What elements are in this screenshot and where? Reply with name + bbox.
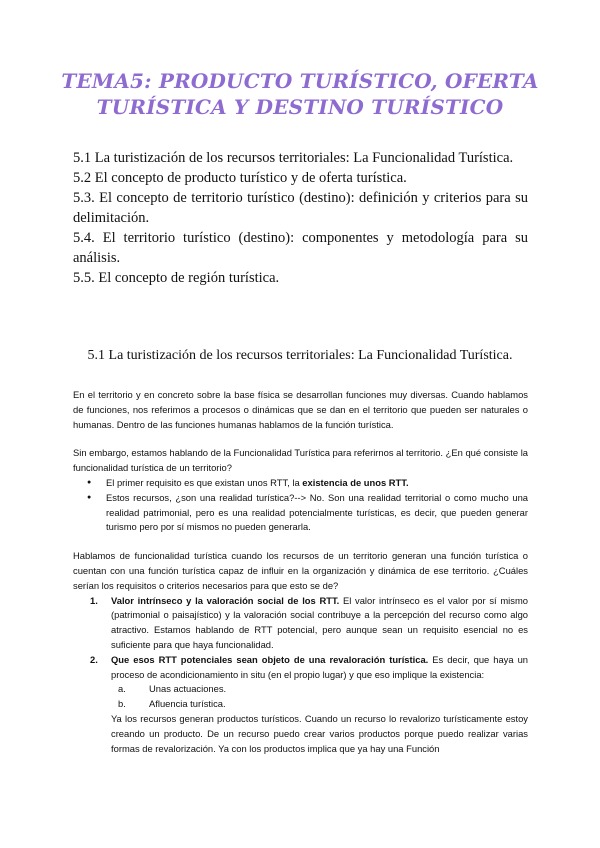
sub-list-letter: a. [118, 683, 126, 695]
list-number: 1. [90, 594, 98, 606]
list-item-text: El valor intrínseco es el valor por sí mismo (patrimonial o paisajístico) y la valoración social contribuye a la percepción del recurso como algo atractivo. Estamos hablando de RTT potencial, pero aunque sean un requisito esencial no es suficiente para que haya funcionalidad. [111, 594, 528, 650]
body-text [73, 388, 528, 756]
toc-item: 5.4. El territorio turístico (destino): componentes y metodología para su análisis. [73, 230, 528, 266]
list-item [73, 594, 528, 653]
list-number: 2. [90, 653, 98, 665]
toc-item: 5.1 La turistización de los recursos territoriales: La Funcionalidad Turística. [73, 150, 514, 166]
sub-list-item [111, 682, 528, 697]
sub-list-item [111, 697, 528, 712]
sub-list-text: Unas actuaciones. [149, 683, 227, 695]
bullet-bold-text: existencia de unos RTT. [302, 476, 409, 488]
sub-list-text: Afluencia turística. [149, 698, 226, 710]
numbered-list [73, 594, 528, 712]
table-of-contents [73, 148, 528, 288]
section-heading: 5.1 La turistización de los recursos territoriales: La Funcionalidad Turística. [87, 348, 513, 363]
list-item-text: Es decir, que haya un proceso de acondicionamiento in situ (en el propio lugar) y que eso implique la existencia: [111, 653, 528, 680]
list-item-bold: Valor intrínseco y la valoración social de los RTT. [111, 594, 340, 606]
bullet-text: El primer requisito es que existan unos RTT, la [106, 476, 303, 488]
paragraph: Hablamos de funcionalidad turística cuando los recursos de un territorio generan una función turística o cuentan con una función turística capaz de influir en la organización y dinámica de ese territorio. ¿Cuáles serían los requisitos o criterios necesarios para que esto se de? [73, 550, 528, 591]
list-item: ● Estos recursos, ¿son una realidad turística?--> No. Son una realidad territorial o como mucho una realidad patrimonial, pero es una realidad potencialmente turísticas, es decir, que pueden generar turismo pero por sí mismos no pueden generarla. [73, 491, 528, 535]
toc-item: 5.2 El concepto de producto turístico y de oferta turística. [73, 170, 407, 186]
sub-list [111, 682, 528, 712]
toc-item: 5.5. El concepto de región turística. [73, 270, 280, 286]
paragraph: Sin embargo, estamos hablando de la Funcionalidad Turística para referirnos al territorio. ¿En qué consiste la funcionalidad turística de un territorio? [73, 447, 528, 474]
paragraph: Ya los recursos generan productos turísticos. Cuando un recurso lo revalorizo turísticamente estoy creando un producto. De un recurso puedo crear varios productos porque puedo realizar varias formas de revalorización. Ya con los productos implica que ya hay una Función [111, 712, 528, 754]
list-item [73, 476, 528, 491]
list-item-bold: Que esos RTT potenciales sean objeto de una revaloración turística. [111, 653, 429, 665]
toc-item: 5.3. El concepto de territorio turístico (destino): definición y criterios para su delimitación. [73, 190, 528, 226]
bullet-list [73, 476, 528, 535]
sub-list-letter: b. [118, 698, 126, 710]
paragraph: En el territorio y en concreto sobre la base física se desarrollan funciones muy diversas. Cuando hablamos de funciones, nos referimos a procesos o dinámicas que se dan en el territorio que pueden ser naturales o humanas. Dentro de las funciones humanas hablamos de la función turística. [73, 389, 528, 430]
page-title: TEMA5: PRODUCTO TURÍSTICO, OFERTA TURÍSTICA Y DESTINO TURÍSTICO [61, 69, 539, 119]
list-item [73, 653, 528, 712]
